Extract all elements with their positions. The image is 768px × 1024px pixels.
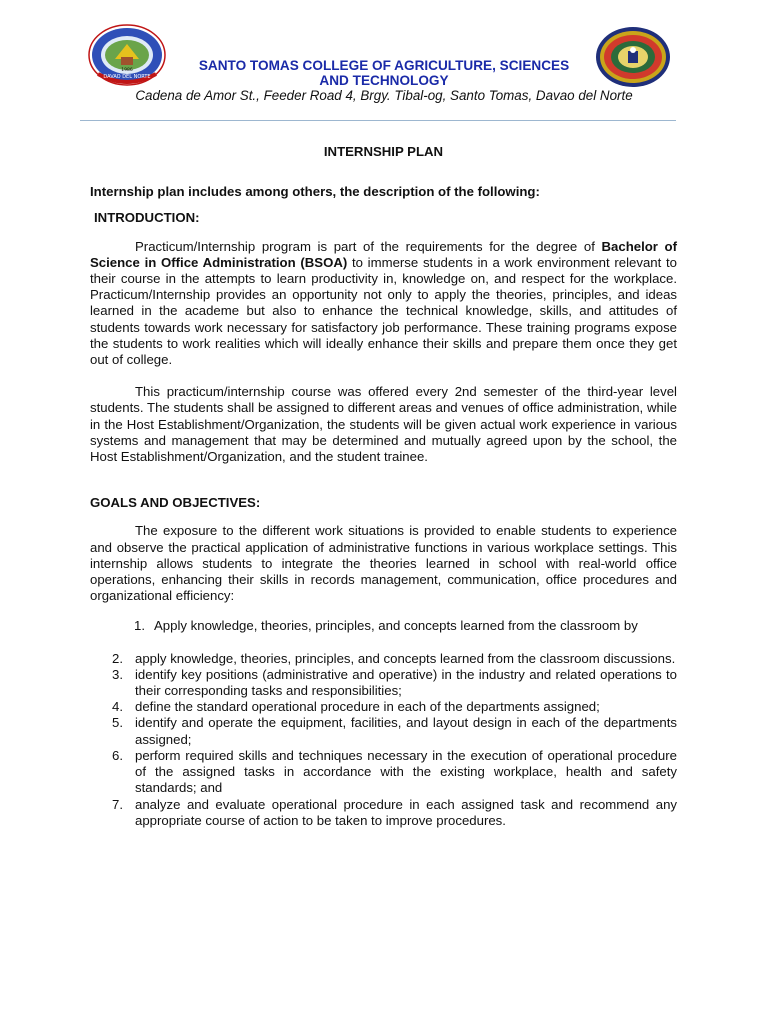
svg-text:1986: 1986: [121, 68, 133, 73]
list-item: 1. Apply knowledge, theories, principles, and concepts learned from the classroom by: [134, 618, 638, 634]
college-seal-left-icon: [88, 24, 166, 86]
introduction-paragraph-2: This practicum/internship course was offered every 2nd semester of the third-year level students. The students shall be assigned to different areas and venues of office administration, while in the Host Establishment/Organization, the students will be given actual work experience in various systems and management that may be determined and mutually agreed upon by the school, the Host Establishment/Organization, and the student trainee.: [90, 384, 677, 465]
document-header: [0, 0, 768, 125]
introduction-paragraph-1: Practicum/Internship program is part of the requirements for the degree of Bachelor of Science in Office Administration (BSOA) to immerse students in a work environment relevant to their course in the attempts to learn productivity in, knowledge on, and respect for the workplace. Practicum/Internship provides an opportunity not only to apply the theories, principles, and ideas learned in the academe but also to enhance the technical knowledge, skills, and attitudes of students towards work necessary for satisfactory job performance. These training programs expose the students to work realities which will ideally enhance their skills and prepare them once they get out of college.: [90, 238, 678, 368]
college-seal-right-icon: [595, 26, 671, 88]
list-item: 7. analyze and evaluate operational procedure in each assigned task and recommend any appropriate course of action to be taken to improve procedures.: [112, 796, 677, 828]
list-item: 5. identify and operate the equipment, facilities, and layout design in each of the departments assigned;: [112, 715, 677, 747]
school-name: SANTO TOMAS COLLEGE OF AGRICULTURE, SCIENCES AND TECHNOLOGY: [198, 58, 570, 88]
list-item: 4. define the standard operational procedure in each of the departments assigned;: [112, 699, 600, 715]
goals-heading: GOALS AND OBJECTIVES:: [90, 495, 261, 511]
svg-text:DAVAO DEL NORTE: DAVAO DEL NORTE: [103, 74, 151, 80]
list-item: 6. perform required skills and techniques necessary in the execution of operational procedure of the assigned tasks in accordance with the existing workplace, health and safety standards; and: [112, 747, 677, 796]
objectives-list: [90, 651, 677, 829]
document-title: INTERNSHIP PLAN: [323, 144, 444, 159]
goals-paragraph: The exposure to the different work situations is provided to enable students to experience and observe the practical application of administrative functions in various workplace settings. This internship allows students to integrate the theories learned in school with real-world office operations, enhancing their skills in records management, communication, office procedures and organizational efficiency:: [90, 523, 677, 604]
list-item: 2. apply knowledge, theories, principles, and concepts learned from the classroom discussions.: [112, 650, 676, 666]
lead-sentence: Internship plan includes among others, the description of the following:: [90, 184, 540, 200]
introduction-heading: INTRODUCTION:: [94, 210, 200, 226]
header-divider: [80, 120, 676, 121]
objectives-list-first: [90, 618, 677, 634]
document-body: [90, 138, 677, 829]
school-address: Cadena de Amor St., Feeder Road 4, Brgy. Tibal-og, Santo Tomas, Davao del Norte: [135, 88, 633, 103]
list-item: 3. identify key positions (administrative and operative) in the industry and related operations to their corresponding tasks and responsibilities;: [112, 666, 677, 699]
